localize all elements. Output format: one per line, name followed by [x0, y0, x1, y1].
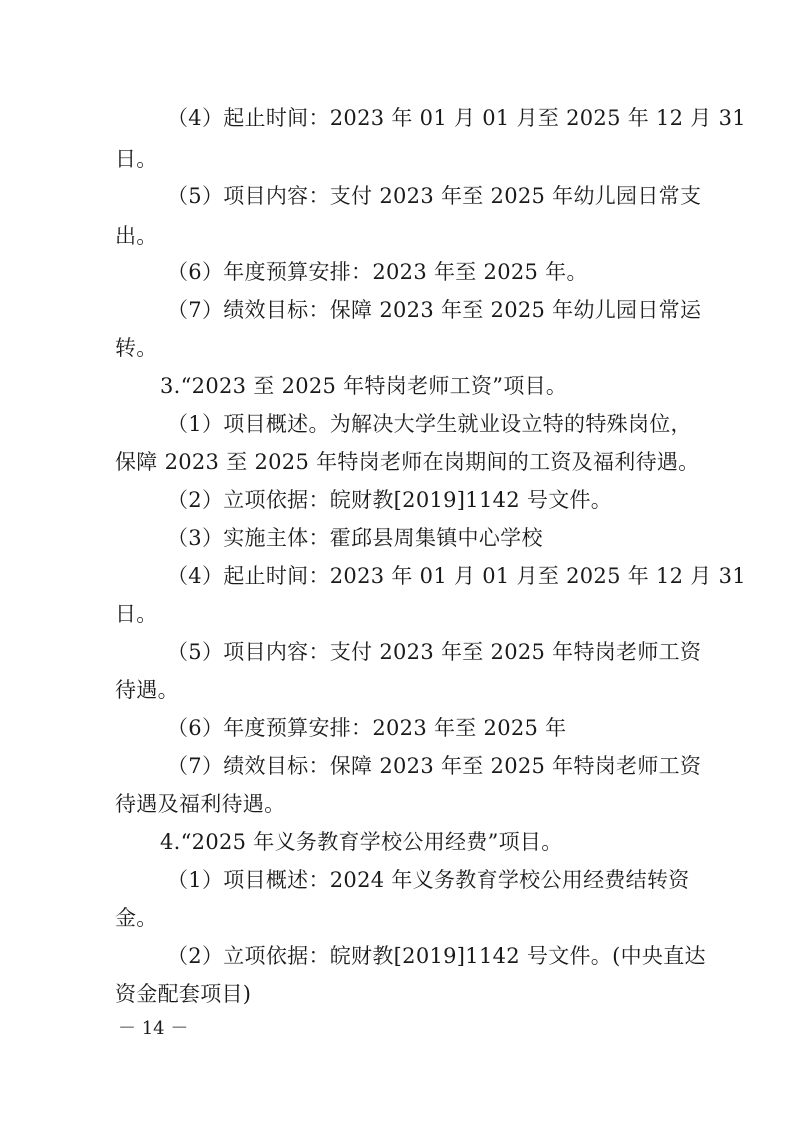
- section-heading: 4.“2025 年义务教育学校公用经费”项目。: [160, 830, 563, 854]
- paragraph-line: （5）项目内容：支付 2023 年至 2025 年特岗老师工资: [167, 640, 702, 664]
- paragraph-line: （2）立项依据：皖财教[2019]1142 号文件。(中央直达: [167, 944, 706, 968]
- paragraph-line: 金。: [115, 906, 158, 930]
- paragraph-line: （7）绩效目标：保障 2023 年至 2025 年幼儿园日常运: [167, 298, 702, 322]
- paragraph-line: （1）项目概述：2024 年义务教育学校公用经费结转资: [167, 868, 690, 892]
- paragraph-line: 日。: [115, 602, 158, 626]
- paragraph-line: 待遇及福利待遇。: [115, 792, 286, 816]
- paragraph-line: （6）年度预算安排：2023 年至 2025 年。: [167, 260, 588, 284]
- paragraph-line: 保障 2023 至 2025 年特岗老师在岗期间的工资及福利待遇。: [115, 450, 700, 474]
- paragraph-line: 出。: [115, 224, 158, 248]
- paragraph-line: （2）立项依据：皖财教[2019]1142 号文件。: [167, 488, 613, 512]
- paragraph-line: 转。: [115, 336, 158, 360]
- paragraph-line: （7）绩效目标：保障 2023 年至 2025 年特岗老师工资: [167, 754, 702, 778]
- paragraph-line: 日。: [115, 147, 158, 171]
- paragraph-line: （6）年度预算安排：2023 年至 2025 年: [167, 716, 567, 740]
- page-number-text: － 14 －: [118, 1018, 189, 1039]
- section-heading: 3.“2023 至 2025 年特岗老师工资”项目。: [160, 374, 568, 398]
- paragraph-line: （1）项目概述。为解决大学生就业设立特的特殊岗位，: [167, 412, 692, 436]
- paragraph-line: （4）起止时间：2023 年 01 月 01 月至 2025 年 12 月 31: [167, 564, 746, 588]
- paragraph-line: 待遇。: [115, 678, 179, 702]
- paragraph-line: （4）起止时间：2023 年 01 月 01 月至 2025 年 12 月 31: [167, 106, 746, 130]
- paragraph-line: 资金配套项目): [115, 982, 252, 1006]
- paragraph-line: （5）项目内容：支付 2023 年至 2025 年幼儿园日常支: [167, 184, 702, 208]
- paragraph-line: （3）实施主体：霍邱县周集镇中心学校: [167, 526, 543, 550]
